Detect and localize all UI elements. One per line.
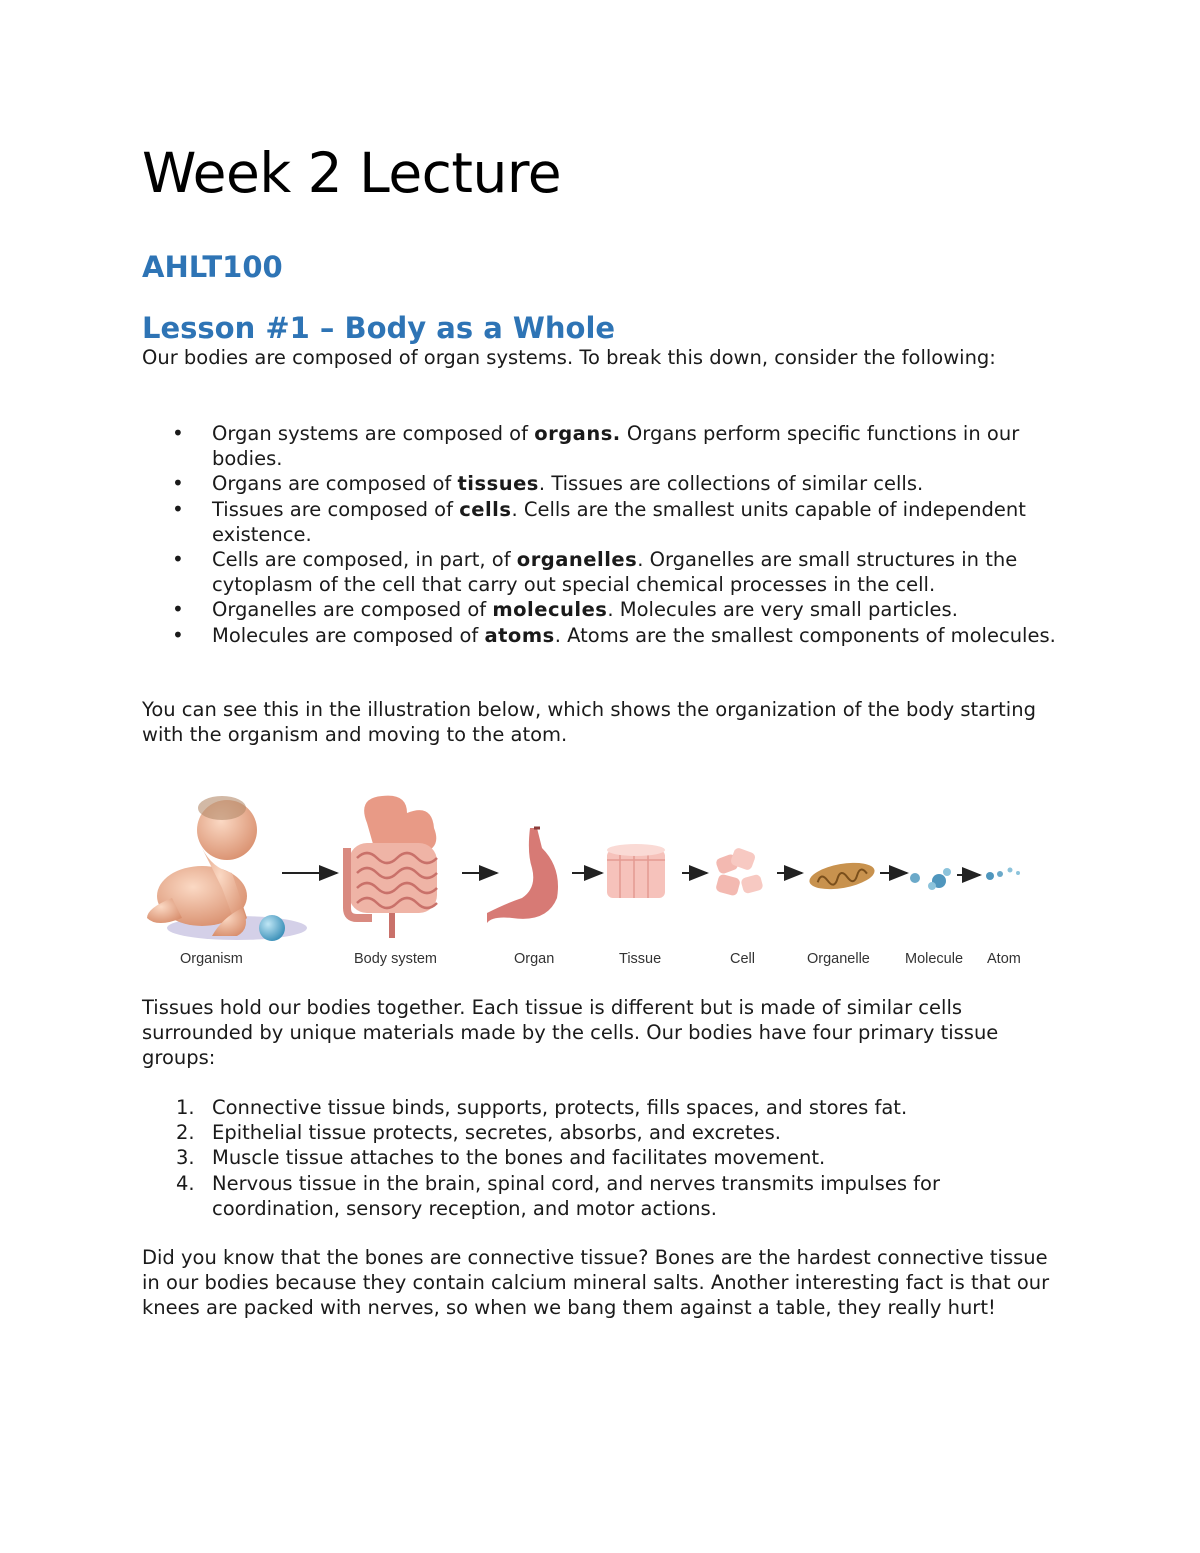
figure-label-organelle: Organelle [807,951,870,967]
figure-label-tissue: Tissue [619,951,662,967]
figure-label-atom: Atom [987,951,1021,967]
course-code: AHLT100 [142,250,283,284]
figure-label-organism: Organism [180,951,243,967]
list-item: 4. Nervous tissue in the brain, spinal cord, and nerves transmits impulses for coordination, sensory reception, and motor actions. [176,1171,940,1220]
cell-illustration [715,847,764,897]
bullet-item: • Molecules are composed of atoms. Atoms are the smallest components of molecules. [142,623,1057,648]
closing-paragraph: Did you know that the bones are connective tissue? Bones are the hardest connective tissue in our bodies because they contain calcium mineral salts. Another interesting fact is that our knees are packed with nerves, so when we bang them against a table, they really hurt! [142,1246,1050,1319]
organ-illustration [487,828,558,923]
organization-bullet-list [142,421,1057,648]
organelle-illustration [807,858,876,893]
figure-label-cell: Cell [730,951,755,967]
figure-label-molecule: Molecule [905,951,964,967]
list-item: 1. Connective tissue binds, supports, protects, fills spaces, and stores fat. [176,1096,908,1119]
document-title: Week 2 Lecture [142,141,562,205]
tissue-intro-paragraph: Tissues hold our bodies together. Each tissue is different but is made of similar cells surrounded by unique materials made by the cells. Our bodies have four primary tissue groups: [142,996,999,1069]
bullet-item: • Cells are composed, in part, of organelles. Organelles are small structures in the cytoplasm of the cell that carry out special chemical processes in the cell. [142,547,1057,597]
bullet-item: • Tissues are composed of cells. Cells are the smallest units capable of independent existence. [142,497,1057,547]
list-item: 3. Muscle tissue attaches to the bones and facilitates movement. [176,1146,826,1170]
organism-illustration [147,796,307,941]
intro-paragraph: Our bodies are composed of organ systems. To break this down, consider the following: [142,346,996,369]
body-system-illustration [347,796,437,938]
tissue-illustration [607,844,665,898]
body-organization-figure [142,788,1042,978]
figure-label-body-system: Body system [354,951,437,967]
illustration-intro-paragraph: You can see this in the illustration below, which shows the organization of the body starting with the organism and moving to the atom. [142,698,1036,746]
bullet-item: • Organelles are composed of molecules. Molecules are very small particles. [142,597,1057,622]
bullet-item: • Organ systems are composed of organs. Organs perform specific functions in our bodies. [142,421,1057,471]
tissue-groups-list [142,1095,1057,1221]
lesson-heading: Lesson #1 – Body as a Whole [142,311,616,345]
atom-illustration [986,868,1020,881]
list-item: 2. Epithelial tissue protects, secretes, absorbs, and excretes. [176,1121,781,1145]
molecule-illustration [910,868,951,890]
figure-label-organ: Organ [514,951,555,967]
bullet-item: • Organs are composed of tissues. Tissues are collections of similar cells. [142,471,1057,496]
